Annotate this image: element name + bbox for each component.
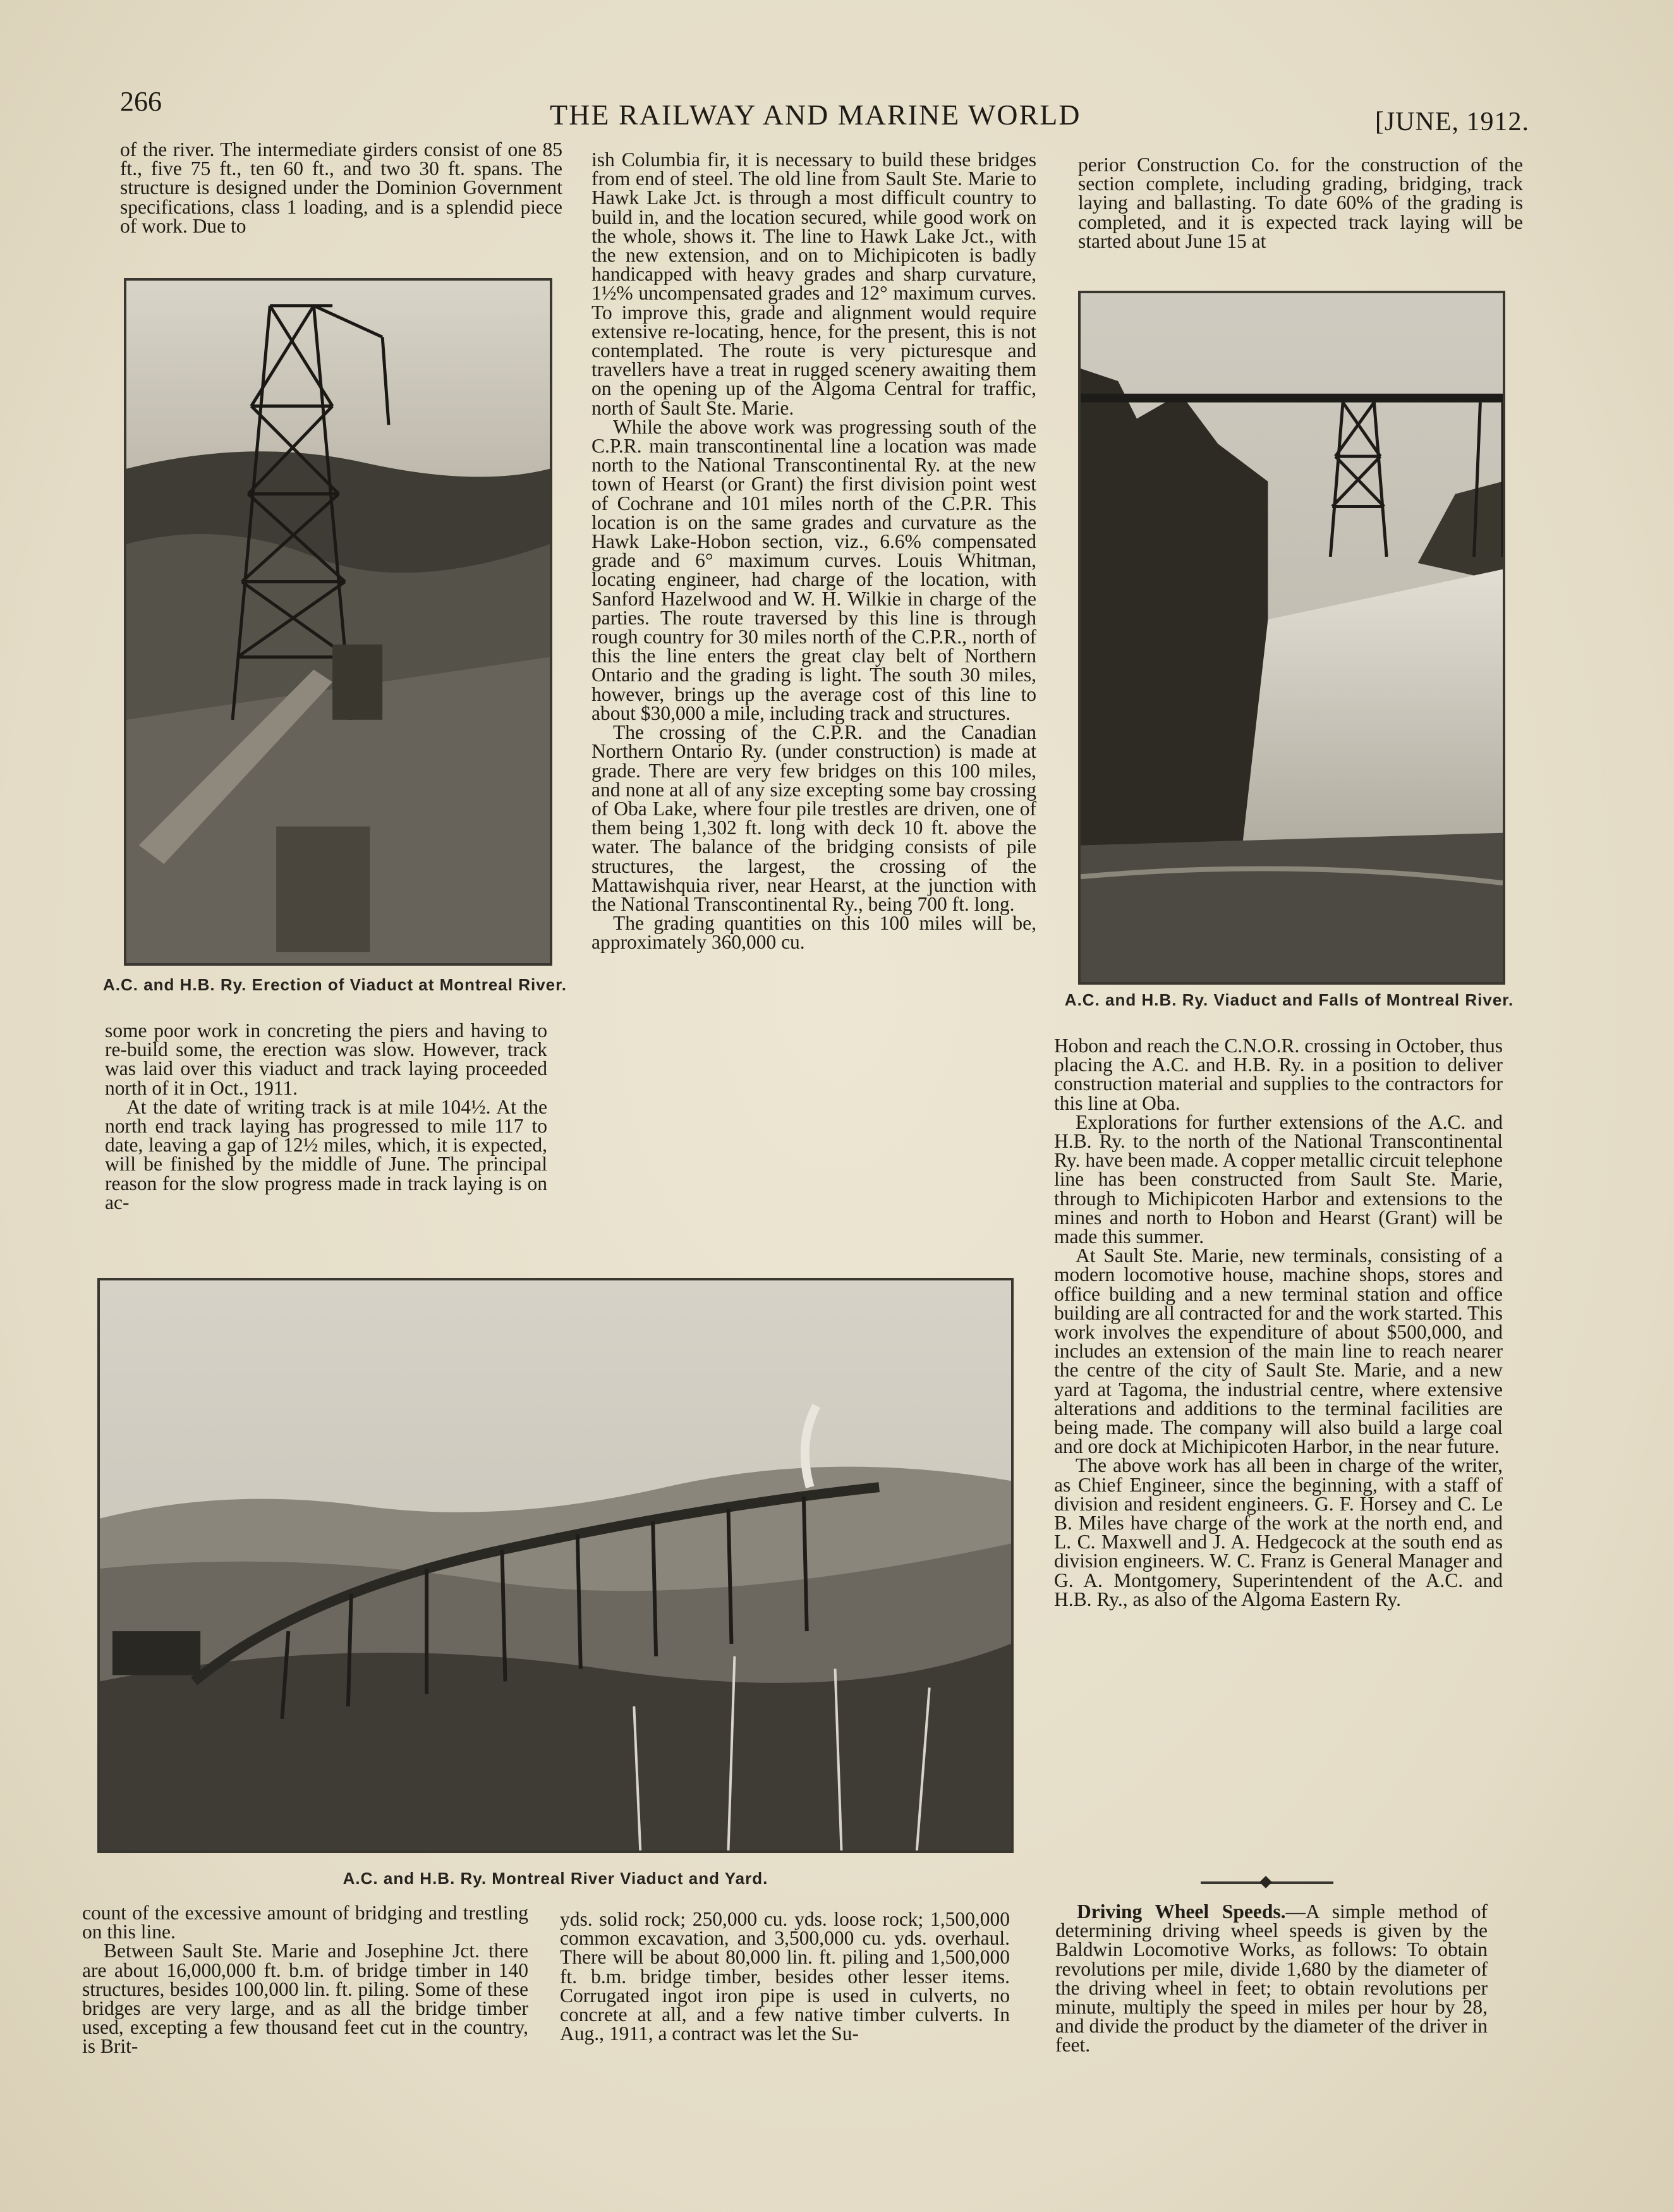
viaduct-yard-image	[100, 1280, 1011, 1850]
col3-top-text	[1078, 155, 1523, 251]
viaduct-erection-image	[126, 281, 550, 963]
col3-bottom-text	[1055, 1902, 1488, 2055]
photo-viaduct-erection	[124, 278, 552, 966]
page-number: 266	[120, 86, 162, 117]
viaduct-falls-image	[1081, 293, 1503, 982]
col3-mid-text	[1054, 1036, 1503, 1609]
paragraph: While the above work was progressing south of the C.P.R. main transcontinental line a location was made north to the National Transcontinental Ry. at the new town of Hearst (or Grant) the first division point west of Cochrane and 101 miles north of the C.P.R. This location is on the same grades and curvature as the Hawk Lake-Hobon section, viz., 6.6% compensated grade and 6° maximum curves. Louis Whitman, locating engineer, had charge of the location, with Sanford Hazelwood and W. H. Wilkie in charge of the parties. The route traversed by this line is through rough country for 30 miles north of the C.P.R., north of this the line enters the great clay belt of Northern Ontario and the grading is light. The south 30 miles, however, brings up the average cost of this line to about $30,000 a mile, including track and structures.	[591, 415, 1036, 724]
paragraph: perior Construction Co. for the construction of the section complete, including grading, bridging, track laying and ballasting. To date 60% of the grading is completed, and it is expected track laying will be started about June 15 at	[1078, 154, 1523, 252]
col1-bottom-text	[82, 1904, 528, 2057]
runin-title: Driving Wheel Speeds.	[1077, 1900, 1286, 1923]
paragraph: At Sault Ste. Marie, new terminals, consisting of a modern locomotive house, machine shops, stores and office building and a new terminal station and office building are all contracted for and the work started. This work involves the expenditure of about $500,000, and includes an extension of the main line to reach nearer the centre of the city of Sault Ste. Marie, and a new yard at Tagoma, the industrial centre, where extensive alterations and additions to the terminal facilities are being made. The company will also build a large coal and ore dock at Michipicoten Harbor, in the near future.	[1054, 1244, 1503, 1458]
photo-viaduct-falls	[1078, 291, 1505, 985]
paragraph: At the date of writing track is at mile 104½. At the north end track laying has progressed to mile 117 to date, leaving a gap of 12½ miles, which, it is expected, will be finished by the middle of June. The principal reason for the slow progress made in track laying is on ac-	[105, 1095, 547, 1213]
paragraph: of the river. The intermediate girders consist of one 85 ft., five 75 ft., ten 60 ft., and two 30 ft. spans. The structure is designed under the Dominion Government specifications, class 1 loading, and is a splendid piece of work. Due to	[120, 138, 562, 237]
photo-viaduct-yard	[97, 1278, 1014, 1853]
paragraph: The grading quantities on this 100 miles will be, approximately 360,000 cu.	[591, 912, 1036, 954]
paragraph: Explorations for further extensions of the A.C. and H.B. Ry. to the north of the National Transcontinental Ry. have been made. A copper metallic circuit telephone line has been constructed from Sault Ste. Marie, through to Michipicoten Harbor and extensions to the mines and north to Hobon and Hearst (Grant) will be made this summer.	[1054, 1110, 1503, 1248]
paragraph: The crossing of the C.P.R. and the Canadian Northern Ontario Ry. (under construction) is made at grade. There are very few bridges on this 100 miles, and none at all of any size excepting some bay crossing of Oba Lake, where four pile trestles are driven, one of them being 1,302 ft. long with deck 10 ft. above the water. The balance of the bridging consists of pile structures, the largest, the crossing of the Mattawishquia river, near Hearst, at the junction with the National Transcontinental Ry., being 700 ft. long.	[591, 721, 1036, 915]
journal-title: THE RAILWAY AND MARINE WORLD	[550, 99, 1081, 131]
col2-top-text	[591, 150, 1036, 952]
caption-viaduct-erection: A.C. and H.B. Ry. Erection of Viaduct at Montreal River.	[102, 975, 567, 994]
col2-bottom-text	[560, 1910, 1010, 2043]
paragraph: Between Sault Ste. Marie and Josephine Jct. there are about 16,000,000 ft. b.m. of bridge timber in 140 structures, besides 100,000 lin. ft. piling. Some of these bridges are very large, and as all the bridge timber used, excepting a few thousand feet cut in the country, is Brit-	[82, 1940, 528, 2058]
paragraph: some poor work in concreting the piers and having to re-build some, the erection was slow. However, track was laid over this viaduct and track laying proceeded north of it in Oct., 1911.	[105, 1019, 547, 1099]
issue-date: [JUNE, 1912.	[1374, 107, 1529, 137]
paragraph: ish Columbia fir, it is necessary to build these bridges from end of steel. The old line from Sault Ste. Marie to Hawk Lake Jct. is through a most difficult country to build in, and the location secured, while good work on the whole, shows it. The line to Hawk Lake Jct., with the new extension, and on to Michipicoten is badly handicapped with heavy grades and sharp curvature, 1½% uncompensated grades and 12° maximum curves. To improve this, grade and alignment would require extensive re-locating, hence, for the present, this is not contemplated. The route is very picturesque and travellers have a treat in rugged scenery awaiting them on the opening up of the Algoma Central for traffic, north of Sault Ste. Marie.	[591, 149, 1036, 419]
col1-mid-text	[105, 1021, 547, 1212]
paragraph: The above work has all been in charge of the writer, as Chief Engineer, since the beginning, with a staff of division and resident engineers. G. F. Horsey and C. Le B. Miles have charge of the work at the north end, and L. C. Maxwell and J. A. Hedgecock at the south end as division engineers. W. C. Franz is General Manager and G. A. Montgomery, Superintendent of the A.C. and H.B. Ry., as also of the Algoma Eastern Ry.	[1054, 1454, 1503, 1610]
paragraph: yds. solid rock; 250,000 cu. yds. loose rock; 1,500,000 common excavation, and 3,500,000 cu. yds. overhaul. There will be about 80,000 lin. ft. piling and 1,500,000 ft. b.m. bridge timber, besides other lesser items. Corrugated ingot iron pipe is used in culverts, no concrete at all, and a few native timber culverts. In Aug., 1911, a contract was let the Su-	[560, 1908, 1010, 2045]
paragraph: Hobon and reach the C.N.O.R. crossing in October, thus placing the A.C. and H.B. Ry. in a position to deliver construction material and supplies to the contractors for this line at Oba.	[1054, 1035, 1503, 1114]
col1-top-text	[120, 140, 562, 236]
paragraph	[1055, 1902, 1488, 2055]
caption-viaduct-falls: A.C. and H.B. Ry. Viaduct and Falls of Montreal River.	[1064, 990, 1514, 1009]
page-header	[120, 85, 1529, 136]
caption-viaduct-yard: A.C. and H.B. Ry. Montreal River Viaduct and Yard.	[343, 1869, 768, 1888]
runin-body: —A simple method of determining driving wheel speeds is given by the Baldwin Locomotive Works, as follows: To obtain revolutions per mile, divide 1,680 by the diameter of the driving wheel in feet; to obtain revolutions per minute, multiply the speed in miles per hour by 28, and divide the product by the diameter of the driver in feet.	[1055, 1900, 1488, 2057]
paragraph: count of the excessive amount of bridging and trestling on this line.	[82, 1902, 528, 1943]
